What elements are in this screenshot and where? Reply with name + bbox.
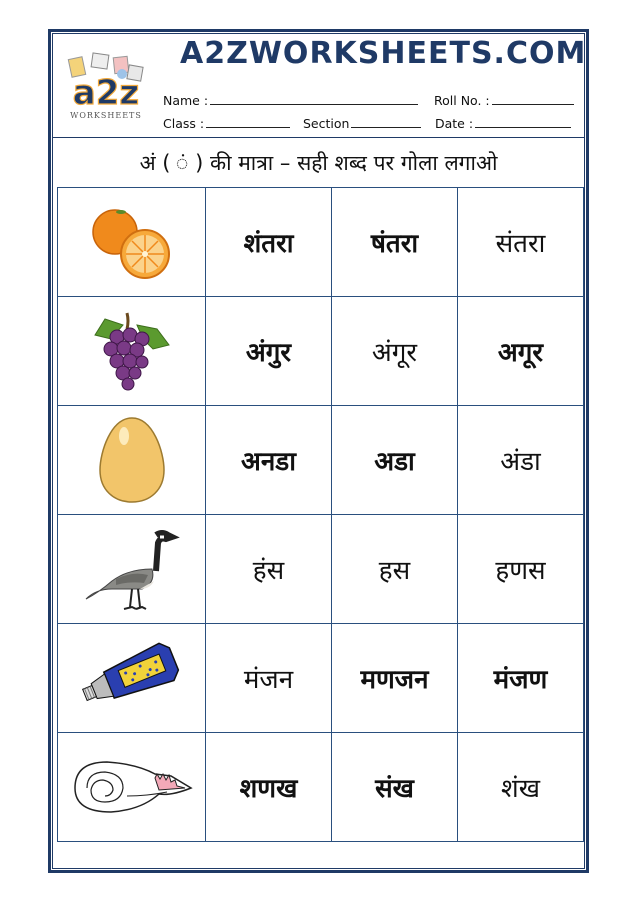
- option-cell[interactable]: [458, 297, 584, 406]
- option-word[interactable]: मंजण: [493, 665, 548, 695]
- option-cell[interactable]: [332, 406, 458, 515]
- instruction-heading: अं ( ं ) की मात्रा – सही शब्द पर गोला लगाओ: [139, 151, 498, 175]
- table-row: [58, 515, 584, 624]
- name-label: Name :: [163, 93, 209, 108]
- option-cell[interactable]: [206, 188, 332, 297]
- picture-cell: [58, 733, 206, 842]
- picture-cell: [58, 624, 206, 733]
- option-cell[interactable]: [332, 624, 458, 733]
- option-word[interactable]: अंडा: [500, 447, 541, 477]
- option-cell[interactable]: [332, 297, 458, 406]
- class-blank[interactable]: [206, 115, 290, 128]
- option-word[interactable]: अंगुर: [245, 338, 292, 368]
- option-cell[interactable]: [206, 624, 332, 733]
- option-cell[interactable]: [206, 406, 332, 515]
- option-word[interactable]: मणजन: [360, 665, 429, 695]
- table-row: [58, 624, 584, 733]
- option-cell[interactable]: [206, 297, 332, 406]
- site-title: A2ZWORKSHEETS.COM: [180, 36, 587, 71]
- name-blank[interactable]: [210, 92, 418, 105]
- option-word[interactable]: शंतरा: [243, 229, 294, 259]
- table-row: [58, 406, 584, 515]
- option-cell[interactable]: [332, 733, 458, 842]
- section-field: [303, 115, 421, 131]
- option-word[interactable]: मंजन: [243, 665, 294, 695]
- table-row: [58, 733, 584, 842]
- option-cell[interactable]: [206, 515, 332, 624]
- picture-cell: [58, 515, 206, 624]
- option-cell[interactable]: [458, 406, 584, 515]
- option-word[interactable]: संख: [375, 774, 414, 804]
- grapes-icon: [87, 305, 177, 397]
- option-word[interactable]: षंतरा: [370, 229, 419, 259]
- egg-icon: [97, 414, 167, 506]
- name-field: [163, 92, 418, 108]
- option-word[interactable]: शणख: [239, 774, 298, 804]
- option-cell[interactable]: [458, 733, 584, 842]
- toothpaste-icon: [74, 634, 190, 722]
- option-cell[interactable]: [332, 188, 458, 297]
- class-field: [163, 115, 290, 131]
- option-cell[interactable]: [458, 624, 584, 733]
- picture-cell: [58, 406, 206, 515]
- option-cell[interactable]: [458, 515, 584, 624]
- option-cell[interactable]: [206, 733, 332, 842]
- option-word[interactable]: हस: [378, 556, 411, 586]
- option-cell[interactable]: [332, 515, 458, 624]
- option-word[interactable]: हंस: [252, 556, 285, 586]
- table-row: [58, 297, 584, 406]
- roll-blank[interactable]: [492, 92, 574, 105]
- header-divider: [52, 137, 585, 138]
- option-word[interactable]: शंख: [501, 774, 540, 804]
- option-word[interactable]: अडा: [374, 447, 415, 477]
- orange-icon: [87, 202, 177, 282]
- section-blank[interactable]: [351, 115, 421, 128]
- option-word[interactable]: संतरा: [495, 229, 546, 259]
- table-row: [58, 188, 584, 297]
- option-word[interactable]: अनडा: [241, 447, 296, 477]
- picture-cell: [58, 188, 206, 297]
- goose-icon: [82, 523, 182, 615]
- date-label: Date :: [435, 116, 474, 131]
- option-word[interactable]: हणस: [495, 556, 546, 586]
- picture-cell: [58, 297, 206, 406]
- roll-field: [434, 92, 574, 108]
- site-logo: [62, 52, 150, 122]
- option-cell[interactable]: [458, 188, 584, 297]
- conch-shell-icon: [67, 752, 197, 822]
- exercise-table: [57, 187, 584, 842]
- option-word[interactable]: अगूर: [497, 338, 544, 368]
- class-label: Class :: [163, 116, 205, 131]
- logo-subtitle: WORKSHEETS: [70, 111, 142, 120]
- option-word[interactable]: अंगूर: [371, 338, 418, 368]
- date-field: [435, 115, 571, 131]
- logo-mark: a2z: [72, 73, 140, 113]
- date-blank[interactable]: [475, 115, 571, 128]
- section-label: Section: [303, 116, 350, 131]
- roll-label: Roll No. :: [434, 93, 490, 108]
